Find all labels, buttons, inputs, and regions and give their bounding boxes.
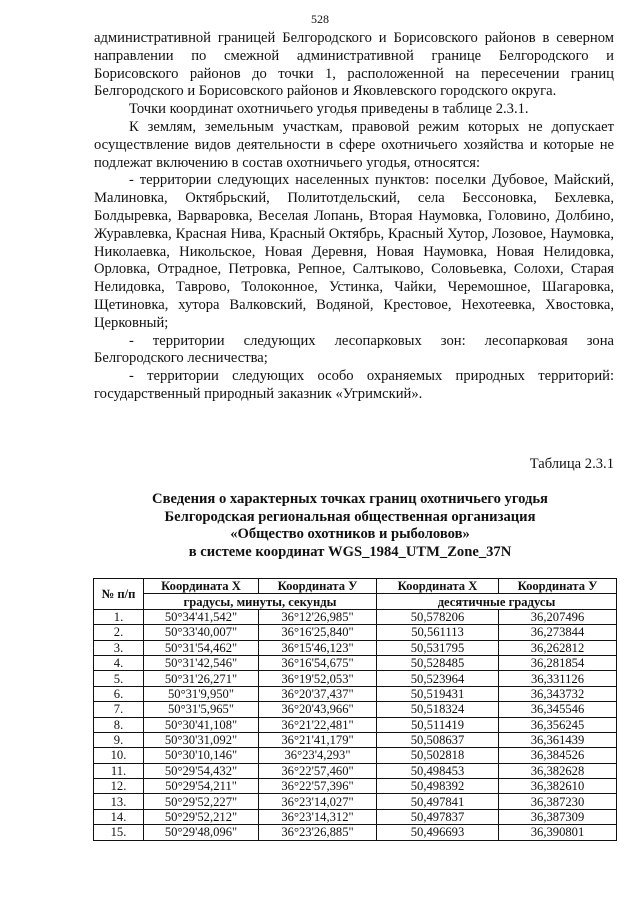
cell-x-dms: 50°30'41,108" [144, 717, 259, 732]
cell-x-dms: 50°31'54,462" [144, 640, 259, 655]
table-row [94, 717, 617, 732]
table-body [94, 609, 617, 840]
cell-x-dec: 50,502818 [377, 748, 499, 763]
paragraph: Точки координат охотничьего угодья приведены в таблице 2.3.1. [129, 101, 529, 118]
table-row [94, 763, 617, 778]
cell-y-dms: 36°23'26,885" [259, 825, 377, 840]
header-dec-units: десятичные градусы [377, 594, 617, 609]
table-row [94, 809, 617, 824]
table-row [94, 625, 617, 640]
cell-num: 7. [94, 702, 144, 717]
paragraph: К землям, земельным участкам, правовой режим которых не допускает осуществление видов деятельности в сфере охотничьего хозяйства и которые не подлежат включению в состав охотничьего угодья, относятся: [94, 118, 614, 171]
page-number: 528 [311, 12, 329, 26]
cell-y-dms: 36°22'57,396" [259, 779, 377, 794]
cell-y-dec: 36,262812 [499, 640, 617, 655]
table-row [94, 794, 617, 809]
cell-y-dms: 36°22'57,460" [259, 763, 377, 778]
cell-x-dec: 50,508637 [377, 732, 499, 747]
cell-y-dec: 36,345546 [499, 702, 617, 717]
table-title-line: «Общество охотников и рыболовов» [230, 526, 470, 542]
cell-y-dec: 36,343732 [499, 686, 617, 701]
cell-x-dec: 50,497837 [377, 809, 499, 824]
cell-y-dms: 36°20'43,966" [259, 702, 377, 717]
table-title-line: в системе координат WGS_1984_UTM_Zone_37N [188, 543, 512, 560]
cell-num: 4. [94, 655, 144, 670]
cell-x-dec: 50,497841 [377, 794, 499, 809]
cell-y-dec: 36,356245 [499, 717, 617, 732]
cell-x-dec: 50,578206 [377, 609, 499, 624]
table-row [94, 779, 617, 794]
cell-y-dms: 36°21'22,481" [259, 717, 377, 732]
paragraph: - территории следующих лесопарковых зон: лесопарковая зона Белгородского лесничества; [94, 332, 614, 367]
cell-y-dms: 36°20'37,437" [259, 686, 377, 701]
cell-y-dms: 36°21'41,179" [259, 732, 377, 747]
cell-x-dms: 50°34'41,542" [144, 609, 259, 624]
cell-y-dms: 36°23'14,312" [259, 809, 377, 824]
table-row [94, 640, 617, 655]
table-title-line: Белгородская региональная общественная организация [164, 508, 536, 525]
cell-x-dms: 50°29'54,211" [144, 779, 259, 794]
table-caption: Таблица 2.3.1 [529, 456, 614, 472]
table-row [94, 732, 617, 747]
cell-y-dec: 36,361439 [499, 732, 617, 747]
cell-x-dec: 50,531795 [377, 640, 499, 655]
cell-y-dec: 36,331126 [499, 671, 617, 686]
cell-x-dms: 50°33'40,007" [144, 625, 259, 640]
cell-num: 14. [94, 809, 144, 824]
cell-y-dms: 36°12'26,985" [259, 609, 377, 624]
cell-y-dec: 36,281854 [499, 655, 617, 670]
body-text [94, 30, 614, 404]
header-x-dms: Координата X [144, 579, 259, 594]
cell-y-dms: 36°23'4,293" [259, 748, 377, 763]
cell-num: 5. [94, 671, 144, 686]
cell-y-dms: 36°23'14,027" [259, 794, 377, 809]
cell-x-dms: 50°31'9,950" [144, 686, 259, 701]
cell-y-dec: 36,382610 [499, 779, 617, 794]
cell-x-dec: 50,498392 [377, 779, 499, 794]
cell-num: 6. [94, 686, 144, 701]
cell-num: 1. [94, 609, 144, 624]
cell-num: 12. [94, 779, 144, 794]
cell-y-dms: 36°19'52,053" [259, 671, 377, 686]
table-title-line: Сведения о характерных точках границ охотничьего угодья [152, 491, 548, 507]
cell-y-dms: 36°16'54,675" [259, 655, 377, 670]
cell-num: 10. [94, 748, 144, 763]
cell-y-dec: 36,390801 [499, 825, 617, 840]
cell-num: 3. [94, 640, 144, 655]
cell-x-dec: 50,528485 [377, 655, 499, 670]
cell-x-dec: 50,561113 [377, 625, 499, 640]
cell-y-dec: 36,207496 [499, 609, 617, 624]
header-y-dec: Координата У [499, 579, 617, 594]
cell-y-dec: 36,273844 [499, 625, 617, 640]
header-num: № п/п [94, 579, 144, 610]
cell-x-dms: 50°31'5,965" [144, 702, 259, 717]
cell-x-dms: 50°29'52,227" [144, 794, 259, 809]
table-row [94, 609, 617, 624]
header-units-row [94, 594, 617, 609]
cell-num: 15. [94, 825, 144, 840]
cell-y-dec: 36,387309 [499, 809, 617, 824]
cell-x-dms: 50°29'48,096" [144, 825, 259, 840]
paragraph: - территории следующих населенных пунктов: поселки Дубовое, Майский, Малиновка, Октябрьский, Политотдельский, села Бессоновка, Бехлевка, Болдыревка, Варваровка, Веселая Лопань, Вторая Наумовка, Головино, Долбино, Журавлевка, Красная Нива, Красный Октябрь, Красный Хутор, Лозовое, Наумовка, Николаевка, Никольское, Новая Деревня, Новая Наумовка, Новая Нелидовка, Орловка, Отрадное, Петровка, Репное, Салтыково, Соловьевка, Солохи, Старая Нелидовка, Таврово, Толоконное, Устинка, Чайки, Черемошное, Шагаровка, Щетиновка, хутора Валковский, Водяной, Крестовое, Нехотеевка, Хвостовка, Церковный; [94, 172, 614, 331]
cell-y-dec: 36,384526 [499, 748, 617, 763]
cell-y-dms: 36°16'25,840" [259, 625, 377, 640]
cell-y-dms: 36°15'46,123" [259, 640, 377, 655]
header-x-dec: Координата X [377, 579, 499, 594]
cell-num: 13. [94, 794, 144, 809]
table-row [94, 671, 617, 686]
table-row [94, 702, 617, 717]
cell-x-dec: 50,511419 [377, 717, 499, 732]
paragraph: - территории следующих особо охраняемых природных территорий: государственный природный заказник «Угримский». [94, 368, 614, 402]
table-row [94, 748, 617, 763]
cell-y-dec: 36,382628 [499, 763, 617, 778]
cell-x-dec: 50,496693 [377, 825, 499, 840]
header-y-dms: Координата У [259, 579, 377, 594]
cell-x-dms: 50°30'10,146" [144, 748, 259, 763]
coordinates-table [93, 578, 617, 841]
cell-x-dms: 50°29'54,432" [144, 763, 259, 778]
cell-num: 11. [94, 763, 144, 778]
cell-x-dec: 50,519431 [377, 686, 499, 701]
cell-x-dec: 50,518324 [377, 702, 499, 717]
table-title [90, 491, 610, 561]
cell-x-dms: 50°30'31,092" [144, 732, 259, 747]
header-dms-units: градусы, минуты, секунды [144, 594, 377, 609]
cell-num: 9. [94, 732, 144, 747]
cell-y-dec: 36,387230 [499, 794, 617, 809]
paragraph: административной границей Белгородского и Борисовского районов в северном направлении по смежной административной границе Белгородского и Борисовского районов до точки 1, расположенной на пересечении границ Белгородского и Борисовского районов и Яковлевского городского округа. [94, 30, 614, 100]
cell-x-dms: 50°29'52,212" [144, 809, 259, 824]
cell-num: 8. [94, 717, 144, 732]
table-row [94, 825, 617, 840]
cell-x-dec: 50,498453 [377, 763, 499, 778]
cell-x-dms: 50°31'26,271" [144, 671, 259, 686]
cell-x-dec: 50,523964 [377, 671, 499, 686]
table-row [94, 655, 617, 670]
cell-x-dms: 50°31'42,546" [144, 655, 259, 670]
table-row [94, 686, 617, 701]
cell-num: 2. [94, 625, 144, 640]
header-row [94, 579, 617, 594]
